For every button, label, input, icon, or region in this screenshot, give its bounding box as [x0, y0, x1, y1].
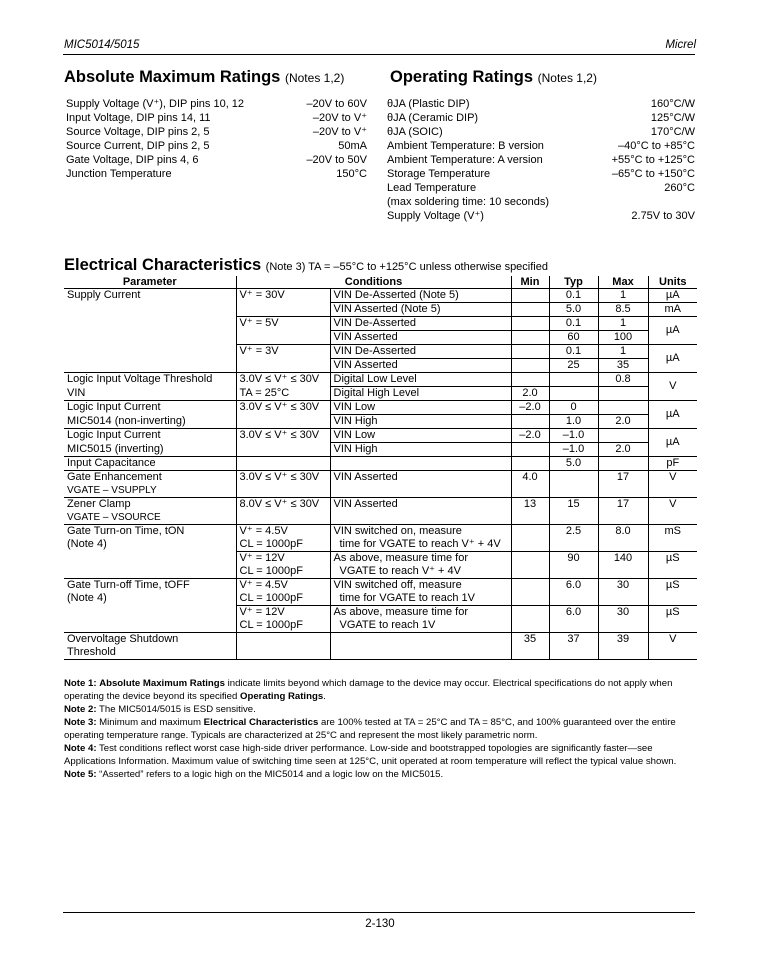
cell-param: Logic Input Voltage Threshold: [64, 373, 236, 387]
cell-param-sub: (Note 4): [67, 592, 107, 604]
table-row: [64, 443, 697, 457]
cell-cond1: V⁺ = 30V: [236, 289, 330, 317]
rating-value: –65°C to +150°C: [611, 168, 695, 180]
cell-max: 0.8: [598, 373, 648, 387]
cell-cond2: [330, 525, 511, 552]
rating-row: [387, 167, 695, 181]
note-text: “Asserted” refers to a logic high on the MIC5014 and a logic low on the MIC5015.: [96, 769, 444, 780]
cell-typ: 0: [549, 401, 598, 415]
rating-value: –20V to 60V: [306, 98, 367, 110]
cell-typ: 60: [549, 331, 598, 345]
table-row: [64, 429, 697, 443]
cell-param: [64, 525, 236, 579]
cell-cond2: VIN De-Asserted (Note 5): [330, 289, 511, 303]
op-ratings-notes: (Notes 1,2): [537, 71, 597, 85]
table-row: [64, 498, 697, 525]
cell-units: µA: [648, 429, 697, 457]
table-row: [64, 289, 697, 303]
rating-value: –20V to V⁺: [312, 126, 367, 138]
rating-row: [387, 209, 695, 223]
rating-label: Supply Voltage (V⁺), DIP pins 10, 12: [66, 98, 245, 110]
table-row: [64, 525, 697, 552]
note-label: Note 2:: [64, 704, 97, 715]
cell-typ: 0.1: [549, 317, 598, 331]
cell-cond2: [330, 552, 511, 579]
cell-cond2: VIN Asserted: [330, 331, 511, 345]
note-1: [64, 677, 698, 703]
cell-typ: 6.0: [549, 606, 598, 633]
cell-max: 100: [598, 331, 648, 345]
cell-cond2: Digital Low Level: [330, 373, 511, 387]
op-ratings-title-text: Operating Ratings: [390, 68, 534, 86]
cell-units: V: [648, 471, 697, 498]
cell-cond1b: TA = 25°C: [236, 387, 330, 401]
cell-min: 35: [511, 633, 549, 660]
cell-param-text: Zener Clamp: [67, 498, 131, 510]
cell-units: V: [648, 373, 697, 401]
rating-row: [387, 195, 695, 209]
cell-cond2: VIN Asserted: [330, 359, 511, 373]
cond1-line: V⁺ = 12V: [239, 606, 285, 618]
cond1-line: V⁺ = 12V: [239, 552, 285, 564]
col-max: Max: [598, 276, 648, 289]
cond2-line: VIN switched on, measure: [333, 525, 462, 537]
cell-max: 2.0: [598, 443, 648, 457]
rating-row: [66, 153, 367, 167]
table-row: [64, 633, 697, 660]
cell-typ: 15: [549, 498, 598, 525]
cell-cond2: VIN Asserted: [330, 498, 511, 525]
cell-units: mS: [648, 525, 697, 552]
cell-cond2: VIN Low: [330, 401, 511, 415]
cell-cond2b: VIN High: [330, 443, 511, 457]
cell-typ: 90: [549, 552, 598, 579]
col-typ: Typ: [549, 276, 598, 289]
cell-typ: 5.0: [549, 457, 598, 471]
cell-max: 8.0: [598, 525, 648, 552]
cell-typ: 2.5: [549, 525, 598, 552]
cell-max: 8.5: [598, 303, 648, 317]
cell-max: 30: [598, 606, 648, 633]
cond2-line: As above, measure time for: [333, 606, 469, 618]
rating-row: [387, 139, 695, 153]
op-ratings-title: [390, 68, 597, 87]
cell-typ: 0.1: [549, 289, 598, 303]
ec-title-text: Electrical Characteristics: [64, 256, 262, 274]
note-label: Note 4:: [64, 743, 97, 754]
cond2-line: time for VGATE to reach 1V: [339, 592, 476, 604]
note-5: [64, 768, 698, 781]
cell-units: µA: [648, 345, 697, 373]
header-part-number: MIC5014/5015: [64, 39, 140, 51]
cell-param-sub: Threshold: [67, 646, 116, 658]
col-conditions: Conditions: [236, 276, 511, 289]
rating-value: –20V to V⁺: [312, 112, 367, 124]
cell-units: µA: [648, 317, 697, 345]
cell-units: mA: [648, 303, 697, 317]
cell-max: 17: [598, 498, 648, 525]
note-text: Test conditions reflect worst case high-side driver performance. Low-side and bootstrapped topologies are significantly faster—see Applications Information. Maximum value of switching time seen at 125°C, unit operated at room temperature will reflect the typical value shown.: [64, 743, 677, 767]
cond1-line: CL = 1000pF: [239, 538, 303, 550]
cell-cond2: [330, 606, 511, 633]
cell-param: Logic Input Current: [64, 401, 236, 415]
cell-typ: –1.0: [549, 443, 598, 457]
col-min: Min: [511, 276, 549, 289]
rating-value: –40°C to +85°C: [618, 140, 695, 152]
cell-param: Supply Current: [64, 289, 236, 373]
cell-cond2: VIN Asserted (Note 5): [330, 303, 511, 317]
rating-row: [66, 111, 367, 125]
cell-param-sub: MIC5014 (non-inverting): [64, 415, 236, 429]
rating-label: Lead Temperature: [387, 182, 477, 194]
cell-cond1: V⁺ = 5V: [236, 317, 330, 345]
note-label: Note 1:: [64, 678, 97, 689]
cell-typ: 25: [549, 359, 598, 373]
table-row: [64, 415, 697, 429]
cell-param: [64, 579, 236, 633]
cell-units: µA: [665, 289, 680, 301]
cell-max: 17: [598, 471, 648, 498]
ec-title: [64, 256, 548, 275]
cell-cond1: 3.0V ≤ V⁺ ≤ 30V: [236, 471, 330, 498]
cell-param: Input Capacitance: [64, 457, 236, 471]
cell-units: µS: [648, 552, 697, 579]
rating-value: 150°C: [336, 168, 367, 180]
cell-cond2: [330, 579, 511, 606]
col-parameter: Parameter: [64, 276, 236, 289]
cell-cond2: VIN Asserted: [330, 471, 511, 498]
cell-units: µA: [648, 401, 697, 429]
rating-row: [387, 153, 695, 167]
cell-typ: –1.0: [549, 429, 598, 443]
cell-units: µS: [648, 606, 697, 633]
rating-row: [66, 97, 367, 111]
cell-param: [64, 633, 236, 660]
abs-max-title-text: Absolute Maximum Ratings: [64, 68, 281, 86]
cell-max: 1: [598, 289, 648, 303]
cell-param-sub: VGATE – VSUPPLY: [67, 485, 157, 496]
rating-value: 260°C: [664, 182, 695, 194]
table-row: [64, 471, 697, 498]
cond2-line: VGATE to reach V⁺ + 4V: [339, 565, 461, 577]
cell-typ: 0.1: [549, 345, 598, 359]
cond1-line: V⁺ = 4.5V: [239, 525, 288, 537]
rating-label: Gate Voltage, DIP pins 4, 6: [66, 154, 199, 166]
note-3: [64, 716, 698, 742]
ec-header-row: [64, 276, 697, 289]
cell-min: [511, 289, 549, 303]
header-rule: [63, 54, 695, 55]
note-4: [64, 742, 698, 768]
rating-label: Ambient Temperature: B version: [387, 140, 544, 152]
note-2: [64, 703, 698, 716]
notes: [64, 677, 698, 781]
abs-max-notes: (Notes 1,2): [284, 71, 345, 85]
rating-label: Source Current, DIP pins 2, 5: [66, 140, 210, 152]
cell-min: –2.0: [511, 429, 549, 443]
cell-param: Logic Input Current: [64, 429, 236, 443]
cell-param-text: Gate Turn-on Time, tON: [67, 525, 185, 537]
rating-row: [387, 181, 695, 195]
cell-param-sub: VGATE – VSOURCE: [67, 512, 161, 523]
note-bold: Operating Ratings: [240, 691, 324, 702]
cond2-line: time for VGATE to reach V⁺ + 4V: [339, 538, 501, 550]
rating-value: 125°C/W: [650, 112, 695, 124]
cond2-line: VIN switched off, measure: [333, 579, 462, 591]
abs-max-title: [64, 68, 344, 87]
cell-param-text: Gate Turn-off Time, tOFF: [67, 579, 190, 591]
note-text: .: [323, 691, 326, 702]
rating-row: [66, 167, 367, 181]
cell-cond1: [236, 525, 330, 552]
cell-param-sub: MIC5015 (inverting): [64, 443, 236, 457]
cell-cond2: VIN De-Asserted: [330, 317, 511, 331]
cell-units: pF: [648, 457, 697, 471]
cond1-line: CL = 1000pF: [239, 592, 303, 604]
cell-param-text: Gate Enhancement: [67, 471, 162, 483]
col-units: Units: [648, 276, 697, 289]
cell-cond1: V⁺ = 3V: [236, 345, 330, 373]
footer-rule: [63, 912, 695, 913]
cell-typ: 1.0: [549, 415, 598, 429]
note-text: are 100% tested at TA = 25°C and TA = 85°C, and 100% guaranteed over the entire operating temperature range. Typicals are characterized at 25°C and represent the most likely parametric norm.: [64, 717, 676, 741]
cell-cond2: VIN De-Asserted: [330, 345, 511, 359]
rating-label: θJA (SOIC): [387, 126, 443, 138]
cell-param-text: Overvoltage Shutdown: [67, 633, 179, 645]
cell-min: [511, 373, 549, 387]
cell-cond1: [236, 606, 330, 633]
rating-row: [387, 125, 695, 139]
cond2-line: VGATE to reach 1V: [339, 619, 436, 631]
rating-value: 160°C/W: [650, 98, 695, 110]
rating-label: Input Voltage, DIP pins 14, 11: [66, 112, 211, 124]
cell-typ: 6.0: [549, 579, 598, 606]
page-number: 2-130: [365, 918, 395, 930]
cell-cond1: 3.0V ≤ V⁺ ≤ 30V: [236, 401, 330, 415]
ec-table: [64, 276, 697, 660]
cell-min: 4.0: [511, 471, 549, 498]
note-text: indicate limits beyond which damage to the device may occur. Electrical specifications do not apply when operating the device beyond its specified: [64, 678, 673, 702]
rating-value: –20V to 50V: [306, 154, 367, 166]
cond1-line: V⁺ = 4.5V: [239, 579, 288, 591]
rating-label: Junction Temperature: [66, 168, 172, 180]
table-row: [64, 401, 697, 415]
cond1-line: CL = 1000pF: [239, 565, 303, 577]
cell-max: 2.0: [598, 415, 648, 429]
rating-label: θJA (Ceramic DIP): [387, 112, 479, 124]
cell-param-symbol: VIN: [64, 387, 236, 401]
cell-min: 13: [511, 498, 549, 525]
rating-label: Storage Temperature: [387, 168, 491, 180]
rating-label: Source Voltage, DIP pins 2, 5: [66, 126, 210, 138]
cell-max: 39: [598, 633, 648, 660]
cell-units: V: [648, 498, 697, 525]
table-row: [64, 579, 697, 606]
cell-min: –2.0: [511, 401, 549, 415]
cell-min: 2.0: [511, 387, 549, 401]
cell-max: 140: [598, 552, 648, 579]
rating-row: [387, 111, 695, 125]
header-brand: Micrel: [665, 39, 696, 51]
note-bold: Absolute Maximum Ratings: [99, 678, 225, 689]
cell-cond1: 8.0V ≤ V⁺ ≤ 30V: [236, 498, 330, 525]
rating-value: 2.75V to 30V: [631, 210, 695, 222]
cell-cond2: VIN Low: [330, 429, 511, 443]
cell-cond2b: Digital High Level: [330, 387, 511, 401]
cell-units: µS: [648, 579, 697, 606]
cell-max: 1: [598, 345, 648, 359]
note-label: Note 3:: [64, 717, 97, 728]
rating-label: (max soldering time: 10 seconds): [387, 196, 550, 208]
note-text: The MIC5014/5015 is ESD sensitive.: [96, 704, 256, 715]
cell-max: 35: [598, 359, 648, 373]
cell-cond1: [236, 552, 330, 579]
table-row: [64, 387, 697, 401]
note-text: Minimum and maximum: [96, 717, 204, 728]
rating-label: θJA (Plastic DIP): [387, 98, 470, 110]
note-label: Note 5:: [64, 769, 97, 780]
rating-value: 50mA: [338, 140, 367, 152]
ec-subtitle: (Note 3) TA = –55°C to +125°C unless otherwise specified: [265, 261, 548, 273]
rating-row: [66, 139, 367, 153]
rating-label: Ambient Temperature: A version: [387, 154, 543, 166]
rating-row: [66, 125, 367, 139]
cell-param: [64, 471, 236, 498]
rating-label: Supply Voltage (V⁺): [387, 210, 484, 222]
cell-cond1: 3.0V ≤ V⁺ ≤ 30V: [236, 429, 330, 443]
cond2-line: As above, measure time for: [333, 552, 469, 564]
note-bold: Electrical Characteristics: [203, 717, 319, 728]
cell-cond1: [236, 579, 330, 606]
cell-cond2b: VIN High: [330, 415, 511, 429]
cell-units: V: [648, 633, 697, 660]
table-row: [64, 373, 697, 387]
cond1-line: CL = 1000pF: [239, 619, 303, 631]
cell-typ: 37: [549, 633, 598, 660]
cell-max: 1: [598, 317, 648, 331]
rating-value: 170°C/W: [650, 126, 695, 138]
cell-param: [64, 498, 236, 525]
table-row: [64, 457, 697, 471]
cell-param-sub: (Note 4): [67, 538, 107, 550]
cell-cond1: 3.0V ≤ V⁺ ≤ 30V: [236, 373, 330, 387]
cell-max: 30: [598, 579, 648, 606]
cell-typ: 5.0: [549, 303, 598, 317]
rating-value: +55°C to +125°C: [611, 154, 695, 166]
rating-row: [387, 97, 695, 111]
